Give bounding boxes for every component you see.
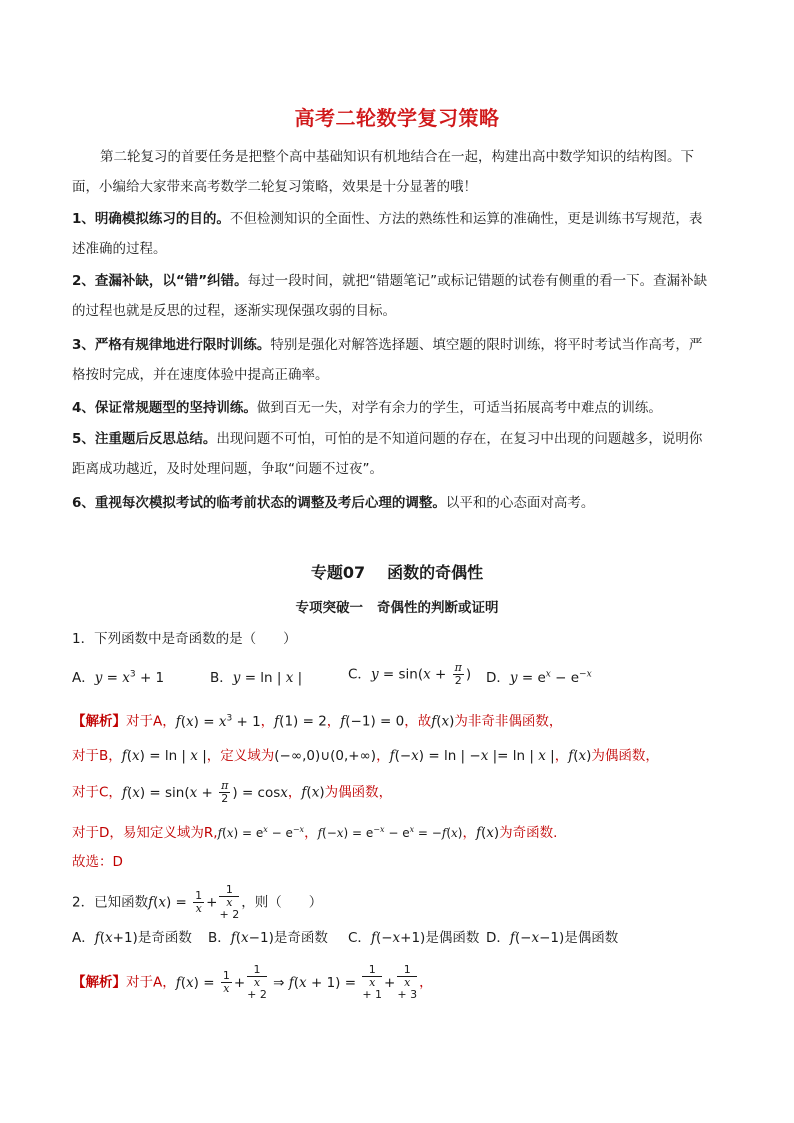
- solution-tag: 【解析】: [72, 974, 126, 991]
- topic-number: 专题07: [310, 563, 366, 582]
- strategy-heading: 4、保证常规题型的坚持训练。: [72, 400, 257, 416]
- intro-line-1: 第二轮复习的首要任务是把整个高中基础知识有机地结合在一起，构建出高中数学知识的结构图。下: [100, 149, 694, 165]
- strategy-3: [72, 330, 724, 390]
- q1-option-b: B．y = ln | x |: [210, 670, 303, 686]
- q2-option-c: C．f(−x+1)是偶函数: [348, 930, 480, 946]
- solution-tag: 【解析】: [72, 713, 126, 730]
- strategy-6: [72, 488, 724, 518]
- strategy-text: 每过一段时间，就把“错题笔记”或标记错题的试卷有侧重的看一下。查漏补缺: [247, 273, 708, 289]
- strategy-5: [72, 424, 724, 484]
- question-1-stem: 1．下列函数中是奇函数的是（ ）: [72, 631, 297, 647]
- q1-option-d: D．$y = e^x - e^{-x}$: [486, 669, 592, 686]
- page-title: 高考二轮数学复习策略: [294, 106, 500, 130]
- strategy-text: 特别是强化对解答选择题、填空题的限时训练，将平时考试当作高考，严: [270, 337, 703, 353]
- strategy-2: [72, 266, 724, 326]
- q1-solution-c: 对于C，f(x) = sin(x + $\frac{\pi}{2}$ ) = cosx，f(x)为偶函数，: [72, 779, 393, 805]
- q2-option-d: D．f(−x−1)是偶函数: [486, 930, 619, 946]
- q2-option-a: A．f(x+1)是奇函数: [72, 930, 192, 946]
- strategy-text-cont: 的过程也就是反思的过程，逐渐实现保强攻弱的目标。: [72, 303, 396, 319]
- strategy-text-cont: 述准确的过程。: [72, 241, 167, 257]
- q1-answer: 故选：D: [72, 854, 123, 870]
- strategy-4: [72, 393, 724, 423]
- strategy-heading: 3、严格有规律地进行限时训练。: [72, 337, 271, 353]
- topic-name: 函数的奇偶性: [387, 563, 484, 582]
- strategy-text-cont: 距离成功越近，及时处理问题，争取“问题不过夜”。: [72, 461, 383, 477]
- question-2-stem: 2．已知函数f(x) = $\frac{1}{x}$ + 1 x + 2 ，则（ ）: [72, 883, 323, 921]
- strategy-text: 做到百无一失，对学有余力的学生，可适当拓展高考中难点的训练。: [256, 400, 662, 416]
- topic-heading: [0, 560, 794, 583]
- strategy-text-cont: 格按时完成，并在速度体验中提高正确率。: [72, 367, 329, 383]
- q1-solution-d: 对于D，易知定义域为$R,f(x) = e^x - e^{-x}$，$f(-x) = e^{-x} - e^x = -f(x)$，f(x)为奇函数.: [72, 825, 558, 841]
- strategy-text: 出现问题不可怕，可怕的是不知道问题的存在，在复习中出现的问题越多，说明你: [216, 431, 703, 447]
- q1-option-a: A．$y = x^3 + 1$: [72, 669, 165, 686]
- q1-solution-b: 对于B，f(x) = ln | x |，定义域为(−∞,0)∪(0,+∞)，f(−x) = ln | −x |= ln | x |，f(x)为偶函数，: [72, 748, 659, 764]
- q1-solution-a: 【解析】对于A，$f(x) = x^3 + 1$，f(1) = 2，f(−1) = 0，故f(x)为非奇非偶函数，: [72, 713, 563, 730]
- strategy-heading: 6、重视每次模拟考试的临考前状态的调整及考后心理的调整。: [72, 495, 446, 511]
- strategy-heading: 1、明确模拟练习的目的。: [72, 211, 230, 227]
- intro-paragraph: [72, 142, 724, 202]
- strategy-text: 以平和的心态面对高考。: [445, 495, 595, 511]
- q2-option-b: B．f(x−1)是奇函数: [208, 930, 328, 946]
- strategy-text: 不但检测知识的全面性、方法的熟练性和运算的准确性，更是训练书写规范，表: [229, 211, 703, 227]
- section-label: 专项突破一: [295, 600, 363, 616]
- section-heading: [0, 596, 794, 616]
- strategy-heading: 2、查漏补缺，以“错”纠错。: [72, 273, 248, 289]
- section-name: 奇偶性的判断或证明: [377, 600, 499, 616]
- q1-option-c: C．y = sin(x + $\frac{\pi}{2}$ ): [348, 661, 472, 687]
- strategy-heading: 5、注重题后反思总结。: [72, 431, 217, 447]
- strategy-1: [72, 204, 724, 264]
- q2-solution-a: 【解析】对于A，f(x) = $\frac{1}{x}$ + 1 x + 2 ⇒ f(x + 1) = 1 x + 1 + 1 x + 3 ，: [72, 963, 433, 1001]
- intro-line-2: 面，小编给大家带来高考数学二轮复习策略，效果是十分显著的哦！: [72, 179, 477, 195]
